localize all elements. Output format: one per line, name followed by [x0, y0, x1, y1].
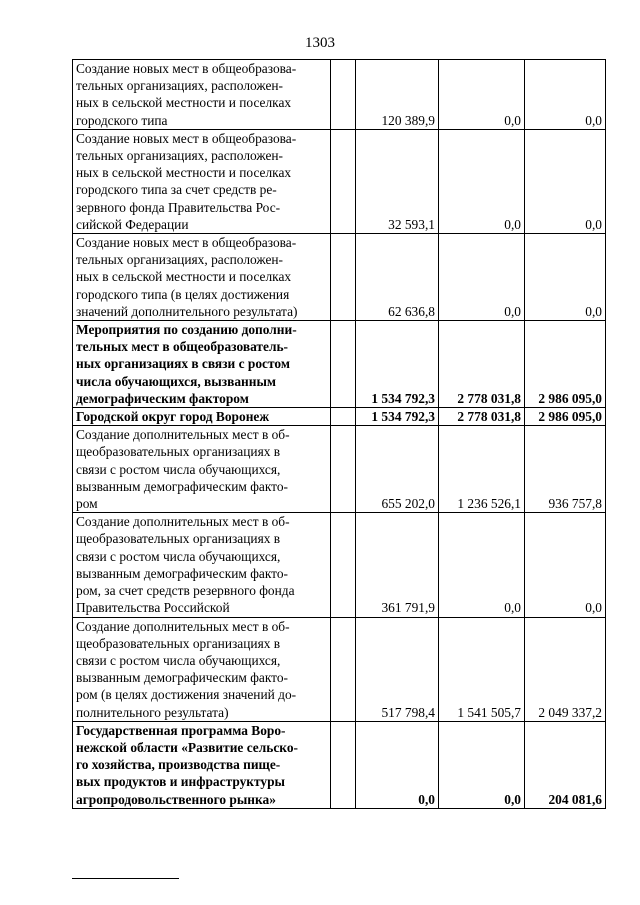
row-name-cell [73, 60, 331, 130]
table-row [73, 617, 606, 721]
row-name-line: го хозяйства, производства пище- [76, 757, 281, 773]
row-name-line: тельных организациях, расположен- [76, 148, 284, 164]
value-cell-year-2: 2 778 031,8 [439, 321, 525, 408]
empty-column-cell [331, 426, 356, 513]
empty-column-cell [331, 408, 356, 426]
budget-table [72, 59, 606, 809]
row-name-cell [73, 234, 331, 321]
value-cell-year-1: 655 202,0 [356, 426, 439, 513]
value-cell-year-1: 120 389,9 [356, 60, 439, 130]
row-name-line: Создание дополнительных мест в об- [76, 427, 290, 443]
value-cell-year-3: 204 081,6 [525, 721, 606, 808]
row-name-line: вызванным демографическим факто- [76, 565, 288, 581]
value-cell-year-2: 0,0 [439, 129, 525, 233]
empty-column-cell [331, 617, 356, 721]
row-name-line: связи с ростом числа обучающихся, [76, 548, 281, 564]
empty-column-cell [331, 513, 356, 617]
row-name-cell [73, 426, 331, 513]
row-name-cell [73, 129, 331, 233]
value-cell-year-1: 361 791,9 [356, 513, 439, 617]
row-name-line: Правительства Российской [76, 600, 230, 616]
row-name-line: нежской области «Развитие сельско- [76, 739, 298, 755]
footnote-separator [72, 878, 179, 879]
row-name-line: Городской округ город Воронеж [76, 409, 270, 425]
table-row [73, 321, 606, 408]
row-name-line: щеобразовательных организациях в [76, 444, 281, 460]
value-cell-year-2: 2 778 031,8 [439, 408, 525, 426]
table-row [73, 129, 606, 233]
page-number: 1303 [305, 35, 335, 51]
value-cell-year-1: 1 534 792,3 [356, 321, 439, 408]
value-cell-year-3: 0,0 [525, 60, 606, 130]
row-name-line: щеобразовательных организациях в [76, 635, 281, 651]
value-cell-year-3: 0,0 [525, 129, 606, 233]
value-cell-year-1: 517 798,4 [356, 617, 439, 721]
row-name-line: Создание новых мест в общеобразова- [76, 130, 297, 146]
value-cell-year-2: 0,0 [439, 513, 525, 617]
row-name-line: Государственная программа Воро- [76, 722, 286, 738]
row-name-cell [73, 321, 331, 408]
table-row [73, 408, 606, 426]
value-cell-year-1: 1 534 792,3 [356, 408, 439, 426]
empty-column-cell [331, 60, 356, 130]
row-name-line: числа обучающихся, вызванным [76, 373, 277, 389]
value-cell-year-3: 0,0 [525, 234, 606, 321]
row-name-line: тельных организациях, расположен- [76, 78, 284, 94]
row-name-line: полнительного результата) [76, 704, 229, 720]
row-name-line: вызванным демографическим факто- [76, 478, 288, 494]
row-name-line: зервного фонда Правительства Рос- [76, 199, 281, 215]
value-cell-year-2: 1 541 505,7 [439, 617, 525, 721]
row-name-line: ром [76, 496, 98, 512]
row-name-line: городского типа (в целях достижения [76, 286, 290, 302]
value-cell-year-2: 0,0 [439, 721, 525, 808]
row-name-line: ром, за счет средств резервного фонда [76, 583, 295, 599]
value-cell-year-2: 1 236 526,1 [439, 426, 525, 513]
row-name-line: вых продуктов и инфраструктуры [76, 774, 285, 790]
row-name-line: ных организациях в связи с ростом [76, 356, 290, 372]
value-cell-year-3: 2 986 095,0 [525, 408, 606, 426]
row-name-line: Мероприятия по созданию дополни- [76, 322, 297, 338]
row-name-line: ных в сельской местности и поселках [76, 95, 292, 111]
table-row [73, 426, 606, 513]
table-row [73, 60, 606, 130]
row-name-line: Создание новых мест в общеобразова- [76, 61, 297, 76]
value-cell-year-1: 32 593,1 [356, 129, 439, 233]
empty-column-cell [331, 234, 356, 321]
value-cell-year-3: 2 049 337,2 [525, 617, 606, 721]
empty-column-cell [331, 129, 356, 233]
budget-table-body [73, 60, 606, 809]
value-cell-year-3: 0,0 [525, 513, 606, 617]
value-cell-year-3: 936 757,8 [525, 426, 606, 513]
row-name-line: городского типа за счет средств ре- [76, 182, 277, 198]
row-name-line: тельных мест в общеобразователь- [76, 339, 288, 355]
table-row [73, 513, 606, 617]
row-name-line: сийской Федерации [76, 216, 189, 232]
row-name-line: ных в сельской местности и поселках [76, 269, 292, 285]
row-name-cell [73, 408, 331, 426]
row-name-line: связи с ростом числа обучающихся, [76, 652, 281, 668]
value-cell-year-1: 0,0 [356, 721, 439, 808]
row-name-line: городского типа [76, 112, 168, 128]
row-name-cell [73, 721, 331, 808]
row-name-line: связи с ростом числа обучающихся, [76, 461, 281, 477]
row-name-line: ных в сельской местности и поселках [76, 165, 292, 181]
row-name-line: демографическим фактором [76, 390, 249, 406]
row-name-cell [73, 513, 331, 617]
empty-column-cell [331, 721, 356, 808]
value-cell-year-3: 2 986 095,0 [525, 321, 606, 408]
row-name-line: вызванным демографическим факто- [76, 670, 288, 686]
value-cell-year-2: 0,0 [439, 234, 525, 321]
empty-column-cell [331, 321, 356, 408]
row-name-line: Создание новых мест в общеобразова- [76, 235, 297, 251]
row-name-line: тельных организациях, расположен- [76, 252, 284, 268]
row-name-line: Создание дополнительных мест в об- [76, 618, 290, 634]
row-name-line: ром (в целях достижения значений до- [76, 687, 297, 703]
table-row [73, 721, 606, 808]
table-row [73, 234, 606, 321]
value-cell-year-2: 0,0 [439, 60, 525, 130]
value-cell-year-1: 62 636,8 [356, 234, 439, 321]
row-name-line: щеобразовательных организациях в [76, 531, 281, 547]
row-name-line: Создание дополнительных мест в об- [76, 514, 290, 530]
row-name-line: значений дополнительного результата) [76, 303, 298, 319]
row-name-cell [73, 617, 331, 721]
row-name-line: агропродовольственного рынка» [76, 791, 276, 807]
